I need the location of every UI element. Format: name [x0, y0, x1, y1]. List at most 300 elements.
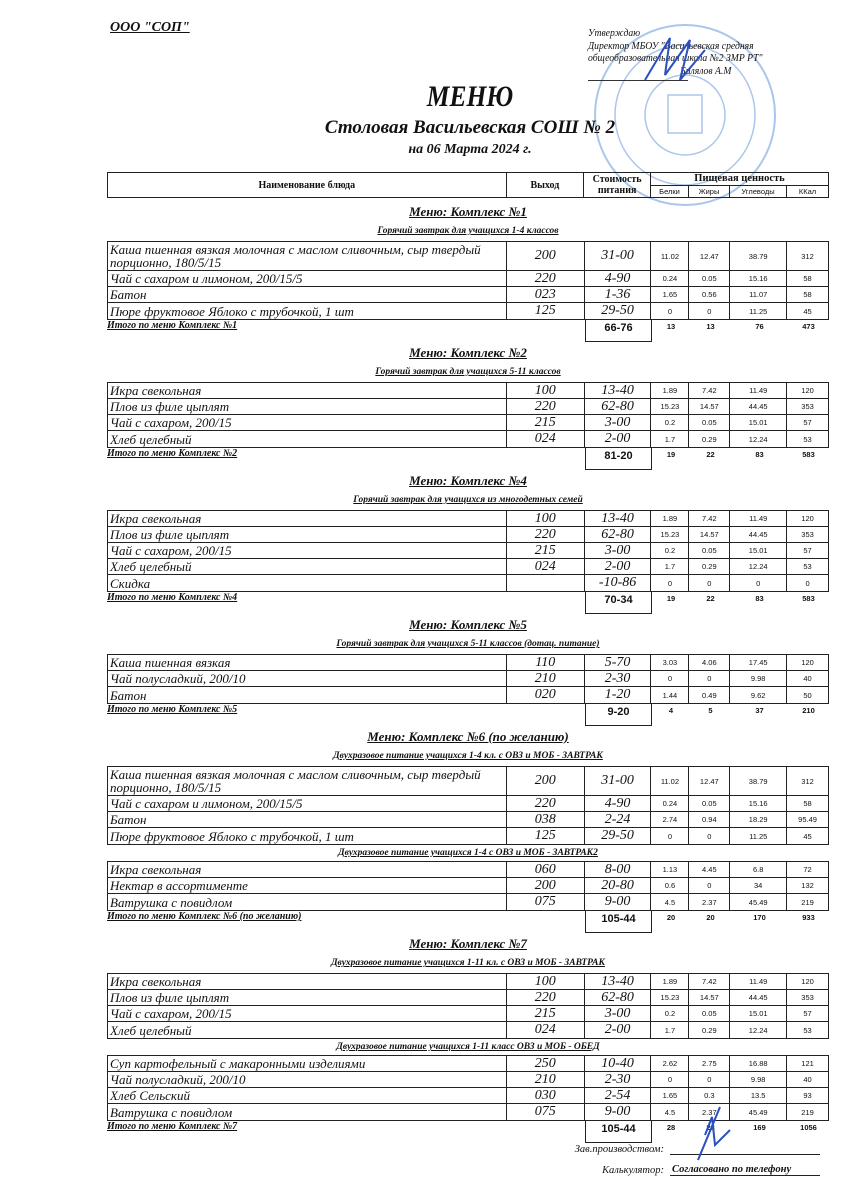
menu-section — [107, 343, 829, 471]
dish-carbs: 11.49 — [730, 383, 787, 398]
dish-carbs: 44.45 — [730, 527, 787, 542]
total-fat: 5 — [708, 706, 713, 715]
table-row — [108, 242, 828, 271]
total-fat: 28 — [706, 1123, 715, 1132]
dish-cost: 2-30 — [585, 671, 652, 686]
dish-protein: 1.7 — [651, 431, 689, 447]
table-row — [108, 287, 828, 303]
total-protein: 20 — [666, 913, 676, 922]
dish-fat: 14.57 — [689, 527, 730, 542]
dish-protein: 0.2 — [651, 543, 689, 558]
approval-line: Директор МБОУ "Васильевская средняя — [588, 40, 754, 52]
dish-carbs: 17.45 — [730, 655, 787, 670]
dish-kcal: 57 — [803, 546, 812, 555]
total-kcal: 583 — [802, 594, 815, 603]
total-protein: 4 — [668, 706, 674, 715]
dish-protein: 0 — [651, 303, 689, 319]
total-protein: 13 — [666, 322, 676, 331]
dish-fat: 0.29 — [689, 1022, 730, 1038]
dish-cost: 13-40 — [585, 383, 652, 398]
total-kcal: 210 — [802, 706, 815, 715]
dish-output: 220 — [507, 527, 585, 542]
table-row — [108, 767, 828, 796]
menu-table — [107, 241, 829, 320]
dish-kcal: 57 — [803, 418, 812, 427]
dish-fat: 0.05 — [689, 1006, 730, 1021]
dish-cost: 29-50 — [585, 828, 652, 844]
dish-cost: 31-00 — [585, 242, 652, 270]
total-label: Итого по меню Комплекс №1 — [107, 320, 238, 331]
dish-carbs: 45.49 — [730, 894, 787, 910]
dish-cost: 2-00 — [585, 559, 652, 574]
dish-protein: 0.6 — [651, 878, 689, 893]
dish-cost: 62-80 — [585, 399, 652, 414]
dish-name: Нектар в ассортименте — [108, 878, 507, 893]
dish-kcal: 120 — [801, 658, 814, 667]
dish-name: Хлеб целебный — [108, 1022, 507, 1038]
table-row — [108, 527, 828, 543]
total-protein: 19 — [666, 450, 676, 459]
dish-kcal: 120 — [801, 977, 814, 986]
section-spacer — [107, 464, 829, 471]
dish-cost: 9-00 — [585, 1104, 652, 1120]
dish-output: 023 — [507, 287, 585, 302]
section-total — [107, 448, 829, 464]
approval-line: общеобразовательная школа №2 ЗМР РТ" — [588, 53, 763, 64]
menu-section — [107, 202, 829, 343]
dish-cost: 3-00 — [585, 543, 652, 558]
dish-protein: 0.2 — [651, 1006, 689, 1021]
dish-name: Плов из филе цыплят — [108, 527, 507, 542]
table-row — [108, 415, 828, 431]
dish-cost: 2-00 — [585, 1022, 652, 1038]
dish-name: Батон — [108, 687, 507, 703]
table-row — [108, 990, 828, 1006]
dish-carbs: 18.29 — [730, 812, 787, 827]
section-title: Меню: Комплекс №7 — [409, 936, 527, 951]
total-label: Итого по меню Комплекс №2 — [107, 448, 238, 459]
total-cost: 105-44 — [585, 911, 652, 933]
dish-cost: 10-40 — [585, 1056, 652, 1071]
dish-kcal: 53 — [803, 434, 812, 444]
table-row — [108, 383, 828, 399]
dish-carbs: 45.49 — [730, 1104, 787, 1120]
dish-carbs: 11.49 — [730, 974, 787, 989]
dish-name: Икра свекольная — [108, 511, 507, 526]
group-subtitle: Двухразовое питание учащихся 1-11 кл. с ОВЗ и МОБ - ЗАВТРАК — [331, 958, 605, 968]
total-label: Итого по меню Комплекс №7 — [107, 1121, 238, 1132]
table-row — [108, 1022, 828, 1038]
dish-kcal: 58 — [803, 290, 812, 299]
total-cost: 105-44 — [585, 1121, 652, 1143]
section-spacer — [107, 720, 829, 727]
dish-name: Икра свекольная — [108, 862, 507, 877]
dish-cost: 5-70 — [585, 655, 652, 670]
table-row — [108, 575, 828, 591]
dish-output: 200 — [507, 767, 585, 795]
section-total — [107, 592, 829, 608]
dish-output: 024 — [507, 431, 585, 447]
table-row — [108, 671, 828, 687]
table-row — [108, 796, 828, 812]
table-row — [108, 655, 828, 671]
total-fat: 22 — [706, 450, 715, 459]
dish-cost: 2-30 — [585, 1072, 652, 1087]
dish-name: Чай полусладкий, 200/10 — [108, 671, 507, 686]
dish-fat: 0 — [689, 1072, 730, 1087]
dish-fat: 0.94 — [689, 812, 730, 827]
dish-output: 220 — [507, 990, 585, 1005]
dish-name: Ватрушка с повидлом — [108, 1104, 507, 1120]
header-nutrition — [651, 173, 828, 197]
dish-name: Чай с сахаром и лимоном, 200/15/5 — [108, 271, 507, 286]
section-title: Меню: Комплекс №1 — [409, 204, 527, 219]
menu-table — [107, 654, 829, 704]
total-kcal: 1056 — [800, 1123, 817, 1132]
approver-name: Билялов А.М — [680, 65, 732, 77]
dish-fat: 0.05 — [689, 271, 730, 286]
dish-fat: 0.56 — [689, 287, 730, 302]
dish-fat: 2.37 — [689, 894, 730, 910]
group-subtitle: Горячий завтрак для учащихся 5-11 классов (дотац. питание) — [336, 639, 600, 649]
dish-name: Пюре фруктовое Яблоко с трубочкой, 1 шт — [108, 303, 507, 319]
menu-sections — [107, 202, 829, 1144]
dish-carbs: 12.24 — [730, 1022, 787, 1038]
table-row — [108, 303, 828, 319]
dish-name: Батон — [108, 287, 507, 302]
dish-fat: 14.57 — [689, 399, 730, 414]
dish-carbs: 12.24 — [730, 559, 787, 574]
dish-protein: 2.62 — [651, 1056, 689, 1071]
dish-carbs: 9.62 — [730, 687, 787, 703]
dish-carbs: 9.98 — [730, 671, 787, 686]
dish-protein: 15.23 — [651, 990, 689, 1005]
calculator-label: Калькулятор: — [602, 1165, 664, 1176]
dish-cost: 1-36 — [585, 287, 652, 302]
dish-protein: 1.89 — [651, 974, 689, 989]
dish-kcal: 219 — [801, 1107, 814, 1117]
dish-kcal: 53 — [803, 1025, 812, 1035]
dish-fat: 7.42 — [689, 383, 730, 398]
menu-table — [107, 510, 829, 592]
menu-table — [107, 973, 829, 1039]
group-subtitle: Двухразовое питание учащихся 1-4 кл. с ОВЗ и МОБ - ЗАВТРАК — [333, 751, 603, 761]
dish-fat: 0 — [689, 575, 730, 591]
dish-carbs: 44.45 — [730, 990, 787, 1005]
dish-kcal: 95.49 — [798, 815, 817, 824]
dish-carbs: 15.16 — [730, 796, 787, 811]
dish-kcal: 40 — [803, 1075, 812, 1084]
section-title: Меню: Комплекс №4 — [409, 473, 527, 488]
dish-cost: 1-20 — [585, 687, 652, 703]
header-kcal: ККал — [798, 186, 817, 196]
dish-fat: 0 — [689, 303, 730, 319]
total-cost: 70-34 — [585, 592, 652, 614]
menu-date: на 06 Марта 2024 г. — [408, 142, 532, 157]
dish-output: 020 — [507, 687, 585, 703]
dish-output: 024 — [507, 559, 585, 574]
dish-kcal: 0 — [805, 578, 810, 588]
dish-output: 125 — [507, 303, 585, 319]
section-spacer — [107, 336, 829, 343]
dish-carbs: 9.98 — [730, 1072, 787, 1087]
dish-kcal: 45 — [803, 831, 812, 841]
table-row — [108, 271, 828, 287]
table-row — [108, 812, 828, 828]
dish-output: 200 — [507, 878, 585, 893]
total-carbs: 83 — [755, 594, 764, 603]
dish-name: Икра свекольная — [108, 974, 507, 989]
dish-kcal: 132 — [801, 881, 814, 890]
dish-name: Хлеб Сельский — [108, 1088, 507, 1103]
group-subtitle: Двухразовое питание учащихся 1-4 с ОВЗ и МОБ - ЗАВТРАК2 — [338, 848, 598, 858]
dish-cost: 62-80 — [585, 990, 652, 1005]
dish-protein: 1.65 — [651, 287, 689, 302]
header-nutrition-label: Пищевая ценность — [651, 173, 828, 186]
menu-section — [107, 615, 829, 727]
total-carbs: 76 — [755, 322, 764, 331]
dish-cost: 4-90 — [585, 271, 652, 286]
total-cost: 9-20 — [585, 704, 652, 726]
dish-protein: 1.7 — [651, 1022, 689, 1038]
dish-output: 075 — [507, 894, 585, 910]
dish-fat: 0.29 — [689, 431, 730, 447]
total-fat: 20 — [706, 913, 715, 922]
total-cost: 81-20 — [585, 448, 652, 470]
dish-name: Чай с сахаром, 200/15 — [108, 415, 507, 430]
total-kcal: 473 — [802, 322, 815, 331]
dish-protein: 0.24 — [651, 271, 689, 286]
table-row — [108, 862, 828, 878]
table-row — [108, 687, 828, 703]
dish-output: 210 — [507, 671, 585, 686]
dish-protein: 1.13 — [651, 862, 689, 877]
dish-name: Ватрушка с повидлом — [108, 894, 507, 910]
dish-cost: 2-24 — [585, 812, 652, 827]
dish-protein: 1.44 — [651, 687, 689, 703]
total-kcal: 933 — [802, 913, 815, 922]
total-carbs: 169 — [753, 1123, 766, 1132]
dish-name: Скидка — [108, 575, 507, 591]
table-row — [108, 399, 828, 415]
dish-output: 215 — [507, 1006, 585, 1021]
dish-cost: 3-00 — [585, 415, 652, 430]
dish-cost: -10-86 — [585, 575, 652, 591]
dish-kcal: 120 — [801, 514, 814, 523]
section-total — [107, 320, 829, 336]
dish-carbs: 15.01 — [730, 415, 787, 430]
dish-kcal: 353 — [801, 993, 814, 1002]
dish-protein: 11.02 — [651, 767, 689, 795]
dish-name: Чай с сахаром, 200/15 — [108, 543, 507, 558]
dish-output: 030 — [507, 1088, 585, 1103]
table-row — [108, 878, 828, 894]
dish-fat: 12.47 — [689, 242, 730, 270]
table-row — [108, 1006, 828, 1022]
dish-carbs: 11.49 — [730, 511, 787, 526]
dish-carbs: 16.88 — [730, 1056, 787, 1071]
dish-name: Каша пшенная вязкая молочная с маслом сливочным, сыр твердый порционно, 180/5/15 — [108, 242, 507, 270]
menu-table — [107, 382, 829, 448]
dish-output: 024 — [507, 1022, 585, 1038]
dish-carbs: 12.24 — [730, 431, 787, 447]
dish-protein: 15.23 — [651, 527, 689, 542]
production-signature-icon — [690, 1105, 740, 1165]
dish-protein: 1.7 — [651, 559, 689, 574]
menu-table — [107, 766, 829, 845]
dish-protein: 1.89 — [651, 383, 689, 398]
dish-name: Каша пшенная вязкая молочная с маслом сливочным, сыр твердый порционно, 180/5/15 — [108, 767, 507, 795]
total-fat: 13 — [706, 322, 715, 331]
section-spacer — [107, 927, 829, 934]
dish-cost: 62-80 — [585, 527, 652, 542]
table-row — [108, 543, 828, 559]
dish-name: Плов из филе цыплят — [108, 990, 507, 1005]
total-carbs: 83 — [755, 450, 764, 459]
menu-table — [107, 861, 829, 911]
dish-carbs: 15.01 — [730, 543, 787, 558]
dish-cost: 4-90 — [585, 796, 652, 811]
dish-protein: 4.5 — [651, 894, 689, 910]
dish-fat: 0.05 — [689, 415, 730, 430]
dish-fat: 12.47 — [689, 767, 730, 795]
dish-cost: 8-00 — [585, 862, 652, 877]
page-title: МЕНЮ — [426, 80, 514, 113]
dish-protein: 1.89 — [651, 511, 689, 526]
section-total — [107, 911, 829, 927]
table-row — [108, 511, 828, 527]
dish-cost: 13-40 — [585, 974, 652, 989]
total-carbs: 37 — [755, 706, 764, 715]
total-label: Итого по меню Комплекс №6 (по желанию) — [107, 911, 302, 922]
dish-kcal: 40 — [803, 674, 812, 683]
dish-name: Пюре фруктовое Яблоко с трубочкой, 1 шт — [108, 828, 507, 844]
header-name: Наименование блюда — [108, 173, 507, 197]
total-kcal: 583 — [802, 450, 815, 459]
total-label: Итого по меню Комплекс №4 — [107, 592, 238, 603]
header-carbs: Углеводы — [730, 186, 787, 198]
table-row — [108, 894, 828, 910]
dish-cost: 3-00 — [585, 1006, 652, 1021]
dish-kcal: 312 — [801, 251, 814, 261]
dish-fat: 4.45 — [689, 862, 730, 877]
dish-output: 060 — [507, 862, 585, 877]
dish-cost: 29-50 — [585, 303, 652, 319]
organization-name: ООО "СОП" — [110, 20, 190, 35]
dish-fat: 0.29 — [689, 559, 730, 574]
dish-name: Каша пшенная вязкая — [108, 655, 507, 670]
dish-protein: 0 — [651, 575, 689, 591]
dish-cost: 31-00 — [585, 767, 652, 795]
total-label: Итого по меню Комплекс №5 — [107, 704, 238, 715]
dish-output: 215 — [507, 543, 585, 558]
dish-protein: 3.03 — [651, 655, 689, 670]
dish-output: 200 — [507, 242, 585, 270]
total-protein: 28 — [666, 1123, 676, 1132]
dish-carbs: 11.07 — [730, 287, 787, 302]
dish-kcal: 219 — [801, 897, 814, 907]
table-row — [108, 828, 828, 844]
dish-fat: 0.05 — [689, 796, 730, 811]
dish-output: 220 — [507, 271, 585, 286]
dish-name: Хлеб целебный — [108, 559, 507, 574]
dish-carbs: 38.79 — [730, 242, 787, 270]
menu-section — [107, 471, 829, 615]
section-title: Меню: Комплекс №6 (по желанию) — [367, 729, 569, 744]
section-title: Меню: Комплекс №2 — [409, 345, 527, 360]
dish-output: 110 — [507, 655, 585, 670]
dish-output — [507, 575, 585, 591]
dish-fat: 0.49 — [689, 687, 730, 703]
dish-protein: 0 — [651, 828, 689, 844]
dish-fat: 4.06 — [689, 655, 730, 670]
table-row — [108, 1088, 828, 1104]
group-subtitle: Горячий завтрак для учащихся 1-4 классов — [377, 226, 559, 236]
table-row — [108, 1072, 828, 1088]
dish-output: 220 — [507, 796, 585, 811]
dish-output: 100 — [507, 974, 585, 989]
dish-name: Батон — [108, 812, 507, 827]
group-subtitle: Горячий завтрак для учащихся 5-11 классов — [375, 367, 561, 377]
calculator-value: Согласовано по телефону — [670, 1164, 820, 1176]
section-total — [107, 704, 829, 720]
header-cost: Стоимость питания — [584, 173, 651, 197]
canteen-name: Столовая Васильевская СОШ № 2 — [324, 117, 616, 138]
dish-kcal: 45 — [803, 306, 812, 316]
dish-carbs: 13.5 — [730, 1088, 787, 1103]
dish-kcal: 353 — [801, 402, 814, 411]
dish-cost: 20-80 — [585, 878, 652, 893]
dish-kcal: 72 — [803, 865, 812, 874]
dish-protein: 0.2 — [651, 415, 689, 430]
dish-protein: 4.5 — [651, 1104, 689, 1120]
dish-name: Суп картофельный с макаронными изделиями — [108, 1056, 507, 1071]
dish-cost: 9-00 — [585, 894, 652, 910]
approval-line: Утверждаю — [588, 28, 641, 39]
dish-carbs: 34 — [730, 878, 787, 893]
dish-protein: 11.02 — [651, 242, 689, 270]
dish-name: Хлеб целебный — [108, 431, 507, 447]
dish-protein: 15.23 — [651, 399, 689, 414]
dish-kcal: 312 — [801, 776, 814, 786]
dish-fat: 7.42 — [689, 974, 730, 989]
dish-cost: 13-40 — [585, 511, 652, 526]
header-output: Выход — [507, 173, 585, 197]
dish-fat: 2.37 — [689, 1104, 730, 1120]
dish-fat: 0 — [689, 828, 730, 844]
dish-carbs: 44.45 — [730, 399, 787, 414]
dish-carbs: 6.8 — [730, 862, 787, 877]
table-header — [107, 172, 829, 198]
dish-cost: 2-00 — [585, 431, 652, 447]
menu-section — [107, 727, 829, 934]
dish-kcal: 57 — [803, 1009, 812, 1018]
dish-carbs: 15.01 — [730, 1006, 787, 1021]
dish-protein: 1.65 — [651, 1088, 689, 1103]
section-title: Меню: Комплекс №5 — [409, 617, 527, 632]
dish-name: Чай с сахаром и лимоном, 200/15/5 — [108, 796, 507, 811]
dish-protein: 0.24 — [651, 796, 689, 811]
group-subtitle: Горячий завтрак для учащихся из многодетных семей — [353, 495, 583, 505]
group-subtitle: Двухразовое питание учащихся 1-11 класс ОВЗ и МОБ - ОБЕД — [336, 1042, 600, 1052]
dish-output: 210 — [507, 1072, 585, 1087]
dish-fat: 0.05 — [689, 543, 730, 558]
dish-protein: 0 — [651, 1072, 689, 1087]
dish-kcal: 121 — [801, 1059, 814, 1068]
dish-kcal: 50 — [803, 690, 812, 700]
dish-name: Чай полусладкий, 200/10 — [108, 1072, 507, 1087]
dish-carbs: 15.16 — [730, 271, 787, 286]
